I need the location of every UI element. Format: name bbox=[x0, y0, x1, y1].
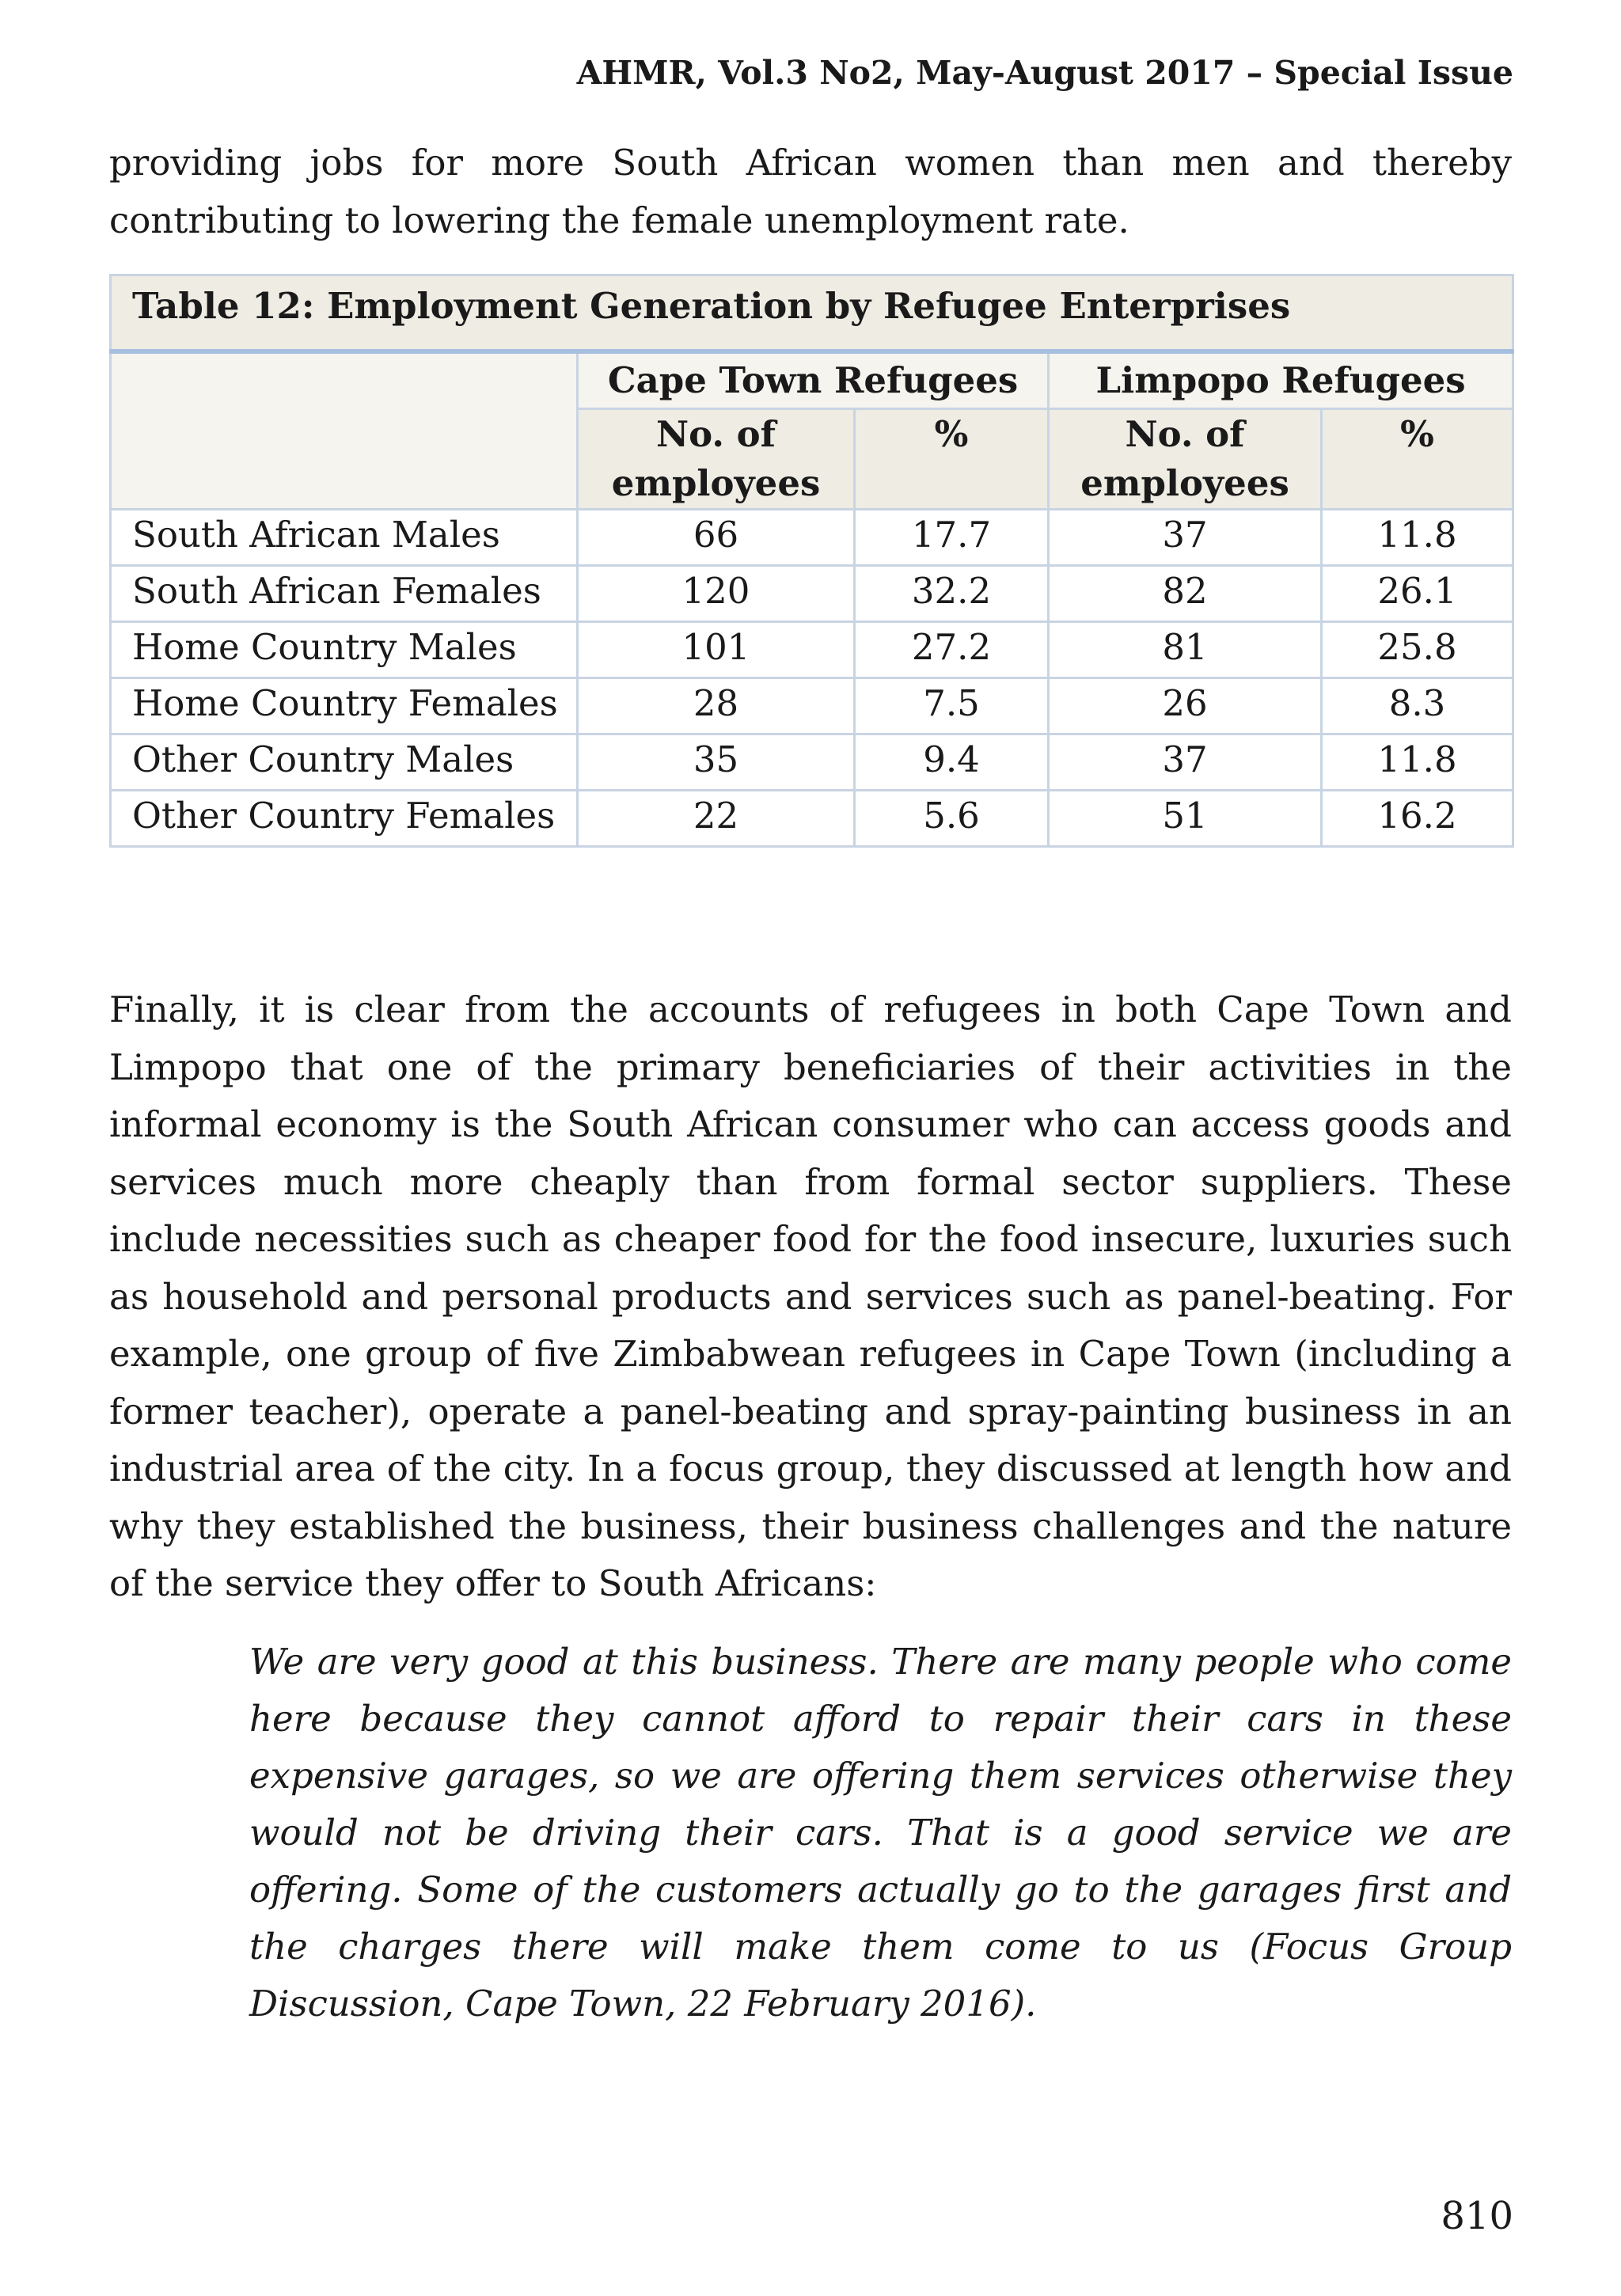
table-cell: 37 bbox=[1049, 734, 1322, 791]
subheader-cape-town-percent: % bbox=[855, 409, 1049, 510]
group-header-cape-town: Cape Town Refugees bbox=[578, 351, 1049, 409]
block-quote: We are very good at this business. There are many people who come here because they cannot afford to repair their cars in these expensive garages, so we are offering them services otherwise they would not be driving their cars. That is a good service we are offering. Some of the customers actually go to the garages first and the charges there will make them come to us (Focus Group Discussion, Cape Town, 22 February 2016). bbox=[249, 1641, 1512, 2025]
row-label: Other Country Females bbox=[111, 791, 578, 847]
row-label: Home Country Females bbox=[111, 678, 578, 734]
table-row bbox=[111, 678, 1513, 734]
row-label: South African Males bbox=[111, 510, 578, 566]
subheader-limpopo-employees: No. of employees bbox=[1049, 409, 1322, 510]
table-cell: 35 bbox=[578, 734, 855, 791]
table-cell: 9.4 bbox=[855, 734, 1049, 791]
page-number: 810 bbox=[1441, 2194, 1513, 2238]
table-row bbox=[111, 734, 1513, 791]
table-cell: 11.8 bbox=[1322, 734, 1513, 791]
table-cell: 28 bbox=[578, 678, 855, 734]
table-cell: 5.6 bbox=[855, 791, 1049, 847]
table-cell: 51 bbox=[1049, 791, 1322, 847]
table-cell: 27.2 bbox=[855, 622, 1049, 678]
intro-paragraph: providing jobs for more South African women than men and thereby contributing to lowering the female unemployment rate. bbox=[109, 142, 1512, 241]
body-paragraph: Finally, it is clear from the accounts of refugees in both Cape Town and Limpopo that one of the primary beneficiaries of their activities in the informal economy is the South African consumer who can access goods and services much more cheaply than from formal sector suppliers. These include necessities such as cheaper food for the food insecure, luxuries such as household and personal products and services such as panel-beating. For example, one group of five Zimbabwean refugees in Cape Town (including a former teacher), operate a panel-beating and spray-painting business in an industrial area of the city. In a focus group, they discussed at length how and why they established the business, their business challenges and the nature of the service they offer to South Africans: bbox=[109, 989, 1512, 1604]
table-cell: 101 bbox=[578, 622, 855, 678]
table-cell: 37 bbox=[1049, 510, 1322, 566]
running-header: AHMR, Vol.3 No2, May-August 2017 – Special Issue bbox=[576, 54, 1513, 92]
table-corner-cell bbox=[111, 351, 578, 510]
table-row bbox=[111, 566, 1513, 622]
table-cell: 8.3 bbox=[1322, 678, 1513, 734]
subheader-limpopo-percent: % bbox=[1322, 409, 1513, 510]
table-cell: 82 bbox=[1049, 566, 1322, 622]
table-cell: 32.2 bbox=[855, 566, 1049, 622]
table-cell: 81 bbox=[1049, 622, 1322, 678]
table-cell: 26.1 bbox=[1322, 566, 1513, 622]
table-cell: 120 bbox=[578, 566, 855, 622]
table-caption: Table 12: Employment Generation by Refugee Enterprises bbox=[111, 275, 1513, 352]
table-cell: 66 bbox=[578, 510, 855, 566]
table-row bbox=[111, 622, 1513, 678]
table-cell: 17.7 bbox=[855, 510, 1049, 566]
table-cell: 7.5 bbox=[855, 678, 1049, 734]
row-label: Home Country Males bbox=[111, 622, 578, 678]
table-cell: 26 bbox=[1049, 678, 1322, 734]
table-cell: 25.8 bbox=[1322, 622, 1513, 678]
table-cell: 22 bbox=[578, 791, 855, 847]
table-row bbox=[111, 791, 1513, 847]
row-label: South African Females bbox=[111, 566, 578, 622]
group-header-limpopo: Limpopo Refugees bbox=[1049, 351, 1513, 409]
table-cell: 11.8 bbox=[1322, 510, 1513, 566]
table-cell: 16.2 bbox=[1322, 791, 1513, 847]
row-label: Other Country Males bbox=[111, 734, 578, 791]
employment-table bbox=[109, 274, 1512, 848]
table-row bbox=[111, 510, 1513, 566]
subheader-cape-town-employees: No. of employees bbox=[578, 409, 855, 510]
